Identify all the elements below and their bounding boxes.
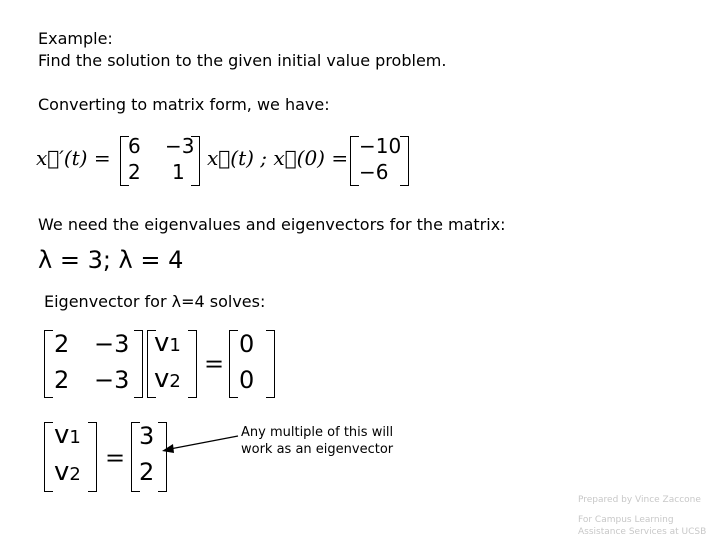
unknown-cell: v2 [154,364,181,394]
unknown-cell: v1 [154,328,181,358]
matrix-cell: −3 [165,134,195,158]
unknown-cell: v2 [54,457,81,487]
converting-text: Converting to matrix form, we have: [38,95,330,114]
matrix-cell: 6 [128,134,141,158]
matrix-cell: −3 [94,330,130,358]
system-rhs: x⃗(t) ; x⃗(0) = [207,146,349,170]
example-label: Example: [38,29,113,48]
vector-cell: 0 [239,366,255,394]
system-lhs: x⃗′(t) = [36,146,111,170]
equals-sign: = [105,444,126,472]
vector-cell: 3 [139,422,155,450]
matrix-cell: 1 [172,160,185,184]
vector-cell: 2 [139,458,155,486]
eigen-text: We need the eigenvalues and eigenvectors for the matrix: [38,215,506,234]
matrix-cell: 2 [54,366,70,394]
equals-sign: = [204,350,225,378]
vector-cell: −6 [359,160,389,184]
vector-cell: −10 [359,134,402,158]
footer-line2: For Campus Learning [578,515,674,525]
matrix-cell: 2 [128,160,141,184]
problem-statement: Find the solution to the given initial value problem. [38,51,447,70]
footer-credit: Prepared by Vince Zaccone [578,495,701,505]
annotation-line1: Any multiple of this will [241,425,394,440]
matrix-cell: 2 [54,330,70,358]
unknown-cell: v1 [54,420,81,450]
matrix-cell: −3 [94,366,130,394]
vector-cell: 0 [239,330,255,358]
footer-line3: Assistance Services at UCSB [578,527,707,537]
eigenvector-text: Eigenvector for λ=4 solves: [44,292,266,311]
eigenvalues: λ = 3; λ = 4 [38,246,184,274]
annotation-line2: work as an eigenvector [241,442,394,457]
